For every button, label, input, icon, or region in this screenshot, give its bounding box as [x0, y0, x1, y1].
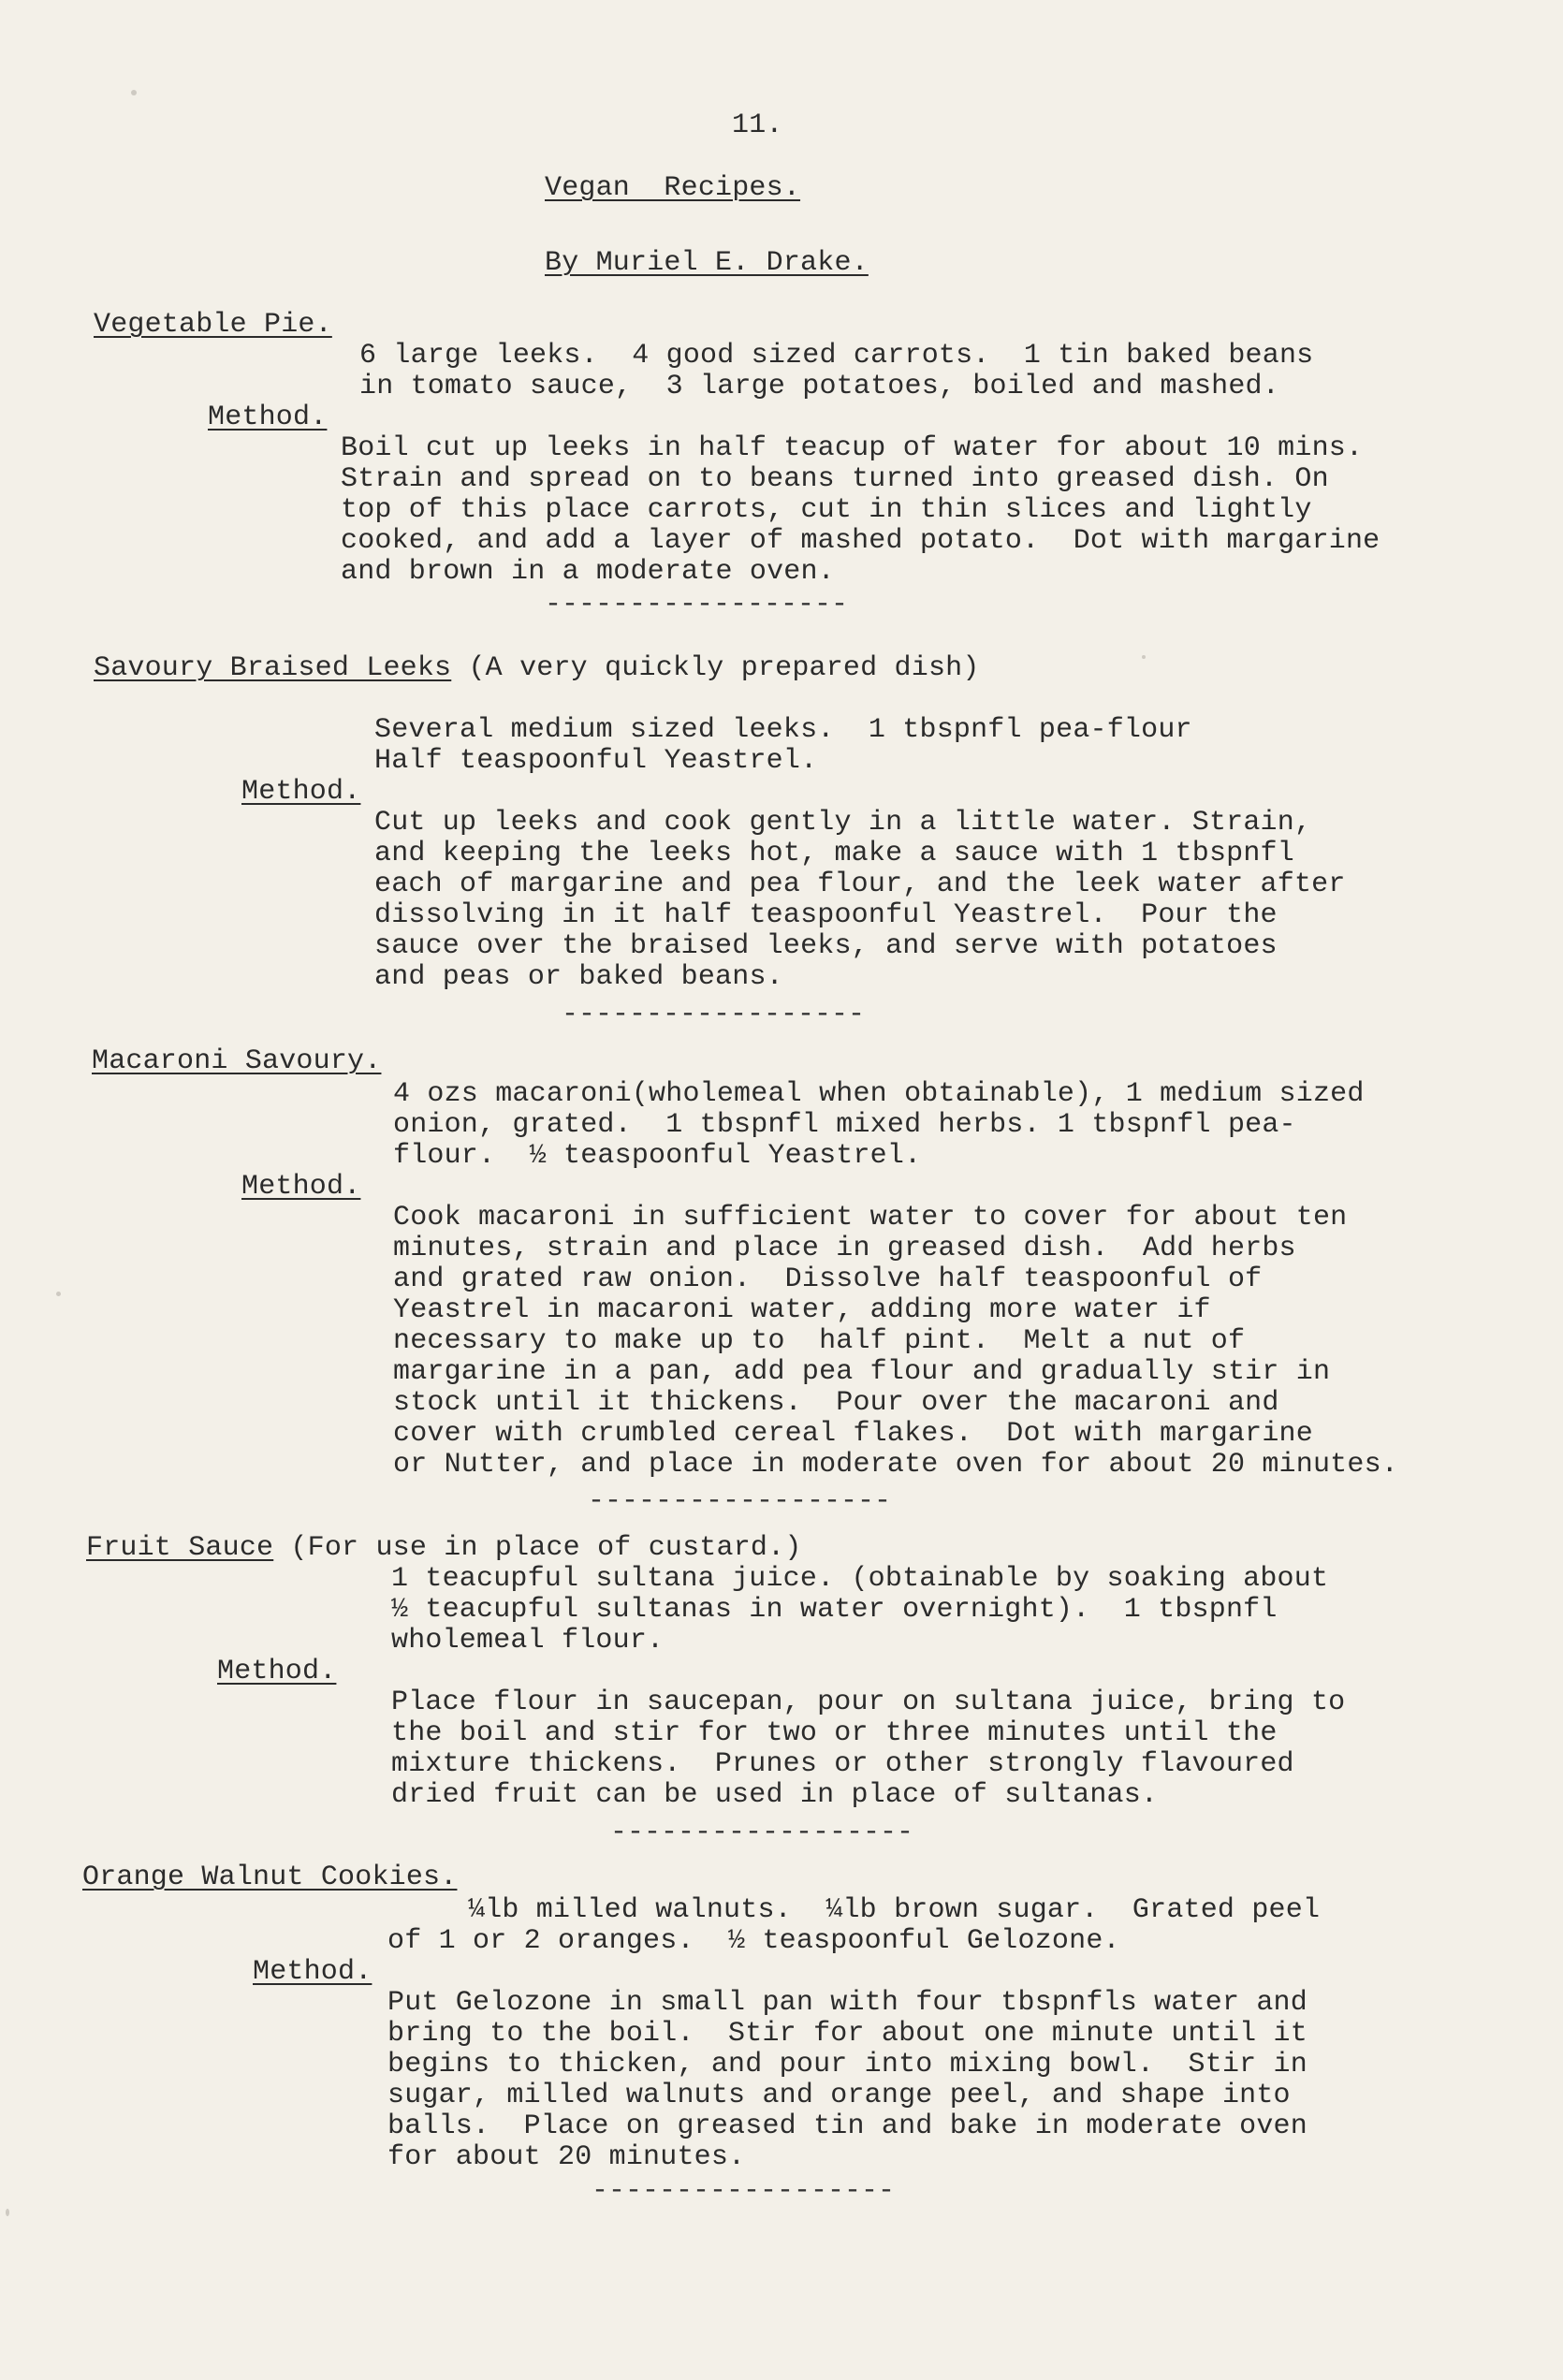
method-line: and keeping the leeks hot, make a sauce with 1 tbspnfl: [374, 838, 1294, 869]
ingredients-line: Half teaspoonful Yeastrel.: [374, 745, 818, 777]
ingredients-line: of 1 or 2 oranges. ½ teaspoonful Gelozone.: [387, 1925, 1120, 1957]
method-label: Method.: [208, 402, 328, 433]
method-label: Method.: [241, 776, 361, 808]
ingredients-line: flour. ½ teaspoonful Yeastrel.: [393, 1140, 922, 1172]
method-line: or Nutter, and place in moderate oven for about 20 minutes.: [393, 1449, 1398, 1481]
ingredients-line: in tomato sauce, 3 large potatoes, boiled and mashed.: [359, 371, 1279, 402]
method-line: and peas or baked beans.: [374, 961, 783, 993]
method-line: Place flour in saucepan, pour on sultana juice, bring to: [391, 1686, 1346, 1718]
method-line: dissolving in it half teaspoonful Yeastrel. Pour the: [374, 899, 1278, 931]
recipe-heading-line: [94, 653, 980, 684]
paper-speck: [6, 2209, 9, 2216]
method-line: top of this place carrots, cut in thin slices and lightly: [341, 494, 1312, 526]
method-line: Yeastrel in macaroni water, adding more water if: [393, 1294, 1211, 1326]
method-line: each of margarine and pea flour, and the leek water after: [374, 869, 1346, 900]
method-label: Method.: [253, 1956, 372, 1988]
ingredients-line: 1 teacupful sultana juice. (obtainable by soaking about: [391, 1563, 1329, 1595]
method-line: balls. Place on greased tin and bake in moderate oven: [387, 2110, 1307, 2142]
paper-speck: [56, 1292, 61, 1296]
recipe-heading: Orange Walnut Cookies.: [82, 1862, 458, 1893]
method-line: Boil cut up leeks in half teacup of water for about 10 mins.: [341, 432, 1364, 464]
separator: ------------------: [592, 2175, 896, 2207]
method-line: cooked, and add a layer of mashed potato. Dot with margarine: [341, 525, 1380, 557]
ingredients-line: ¼lb milled walnuts. ¼lb brown sugar. Grated peel: [468, 1894, 1321, 1926]
ingredients-line: ½ teacupful sultanas in water overnight). 1 tbspnfl: [391, 1594, 1278, 1626]
method-line: cover with crumbled cereal flakes. Dot with margarine: [393, 1418, 1313, 1450]
paper-speck: [1142, 655, 1146, 659]
method-line: Cook macaroni in sufficient water to cover for about ten: [393, 1202, 1348, 1234]
method-line: and grated raw onion. Dissolve half teaspoonful of: [393, 1263, 1263, 1295]
method-line: bring to the boil. Stir for about one minute until it: [387, 2018, 1307, 2050]
ingredients-line: onion, grated. 1 tbspnfl mixed herbs. 1 tbspnfl pea-: [393, 1109, 1296, 1141]
recipe-heading: Fruit Sauce: [86, 1532, 274, 1564]
method-line: the boil and stir for two or three minutes until the: [391, 1717, 1278, 1749]
ingredients-line: wholemeal flour.: [391, 1625, 665, 1657]
separator: ------------------: [610, 1817, 914, 1848]
method-line: stock until it thickens. Pour over the macaroni and: [393, 1387, 1279, 1419]
paper-speck: [131, 90, 137, 95]
separator: ------------------: [545, 589, 849, 621]
ingredients-line: 6 large leeks. 4 good sized carrots. 1 tin baked beans: [359, 340, 1314, 372]
ingredients-line: Several medium sized leeks. 1 tbspnfl pea-flour: [374, 714, 1192, 746]
ingredients-line: 4 ozs macaroni(wholemeal when obtainable), 1 medium sized: [393, 1078, 1365, 1110]
method-line: and brown in a moderate oven.: [341, 556, 835, 588]
method-line: sugar, milled walnuts and orange peel, and shape into: [387, 2080, 1291, 2111]
method-line: margarine in a pan, add pea flour and gradually stir in: [393, 1356, 1331, 1388]
method-line: Strain and spread on to beans turned into greased dish. On: [341, 463, 1329, 495]
method-label: Method.: [241, 1171, 361, 1203]
recipe-subtitle: (A very quickly prepared dish): [451, 652, 980, 684]
page-title: Vegan Recipes.: [545, 172, 801, 204]
recipe-heading: Vegetable Pie.: [94, 309, 332, 341]
recipe-heading-line: [86, 1533, 802, 1564]
method-label: Method.: [217, 1656, 337, 1687]
method-line: for about 20 minutes.: [387, 2141, 746, 2173]
method-line: Put Gelozone in small pan with four tbspnfls water and: [387, 1987, 1307, 2019]
method-line: dried fruit can be used in place of sultanas.: [391, 1779, 1159, 1811]
byline: By Muriel E. Drake.: [545, 247, 869, 279]
page-number: 11.: [732, 110, 783, 141]
method-line: necessary to make up to half pint. Melt a nut of: [393, 1325, 1246, 1357]
method-line: minutes, strain and place in greased dish. Add herbs: [393, 1233, 1296, 1264]
separator: ------------------: [588, 1485, 892, 1517]
method-line: begins to thicken, and pour into mixing bowl. Stir in: [387, 2049, 1307, 2081]
recipe-subtitle: (For use in place of custard.): [273, 1532, 802, 1564]
recipe-heading: Macaroni Savoury.: [92, 1045, 382, 1077]
method-line: Cut up leeks and cook gently in a little water. Strain,: [374, 807, 1312, 839]
method-line: sauce over the braised leeks, and serve with potatoes: [374, 930, 1278, 962]
separator: ------------------: [562, 999, 866, 1030]
recipe-heading: Savoury Braised Leeks: [94, 652, 452, 684]
method-line: mixture thickens. Prunes or other strongly flavoured: [391, 1748, 1294, 1780]
